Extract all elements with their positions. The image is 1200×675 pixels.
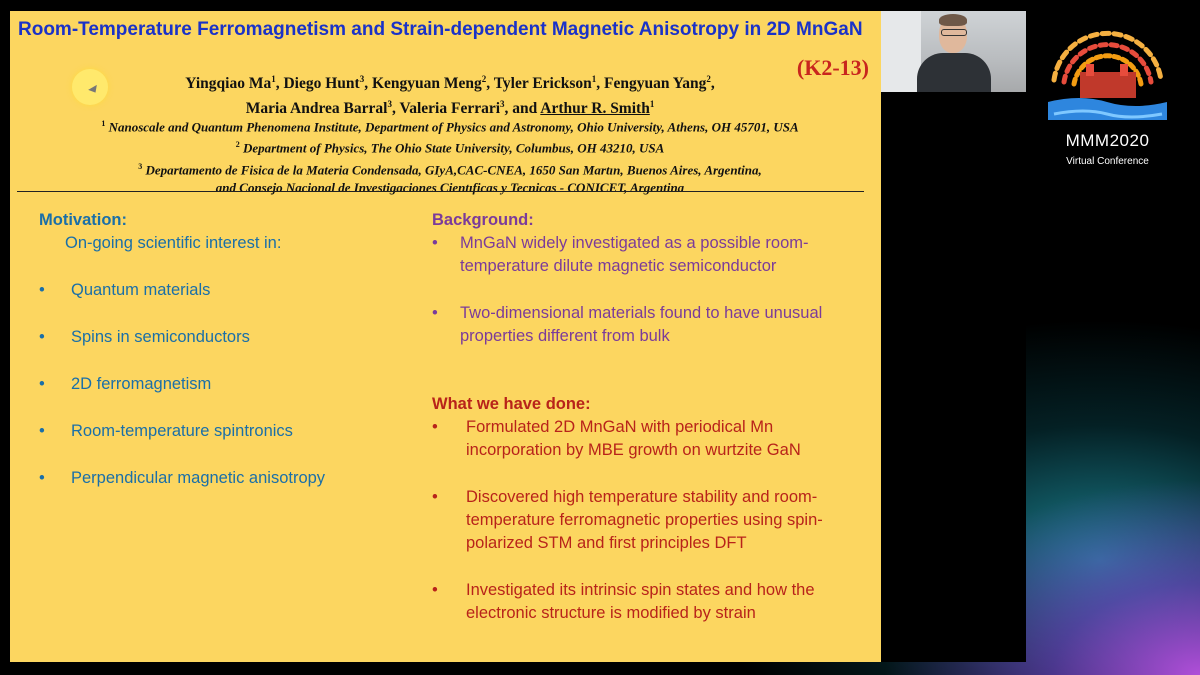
affiliation: $^2$ Department of Physics, The Ohio State University, Columbus, OH 43210, USA	[235, 140, 665, 156]
list-item: • Quantum materials	[39, 279, 419, 302]
authors-line-1: Yingqiao Ma$^1$, Diego Hunt$^3$, Kengyuan Meng$^2$, Tyler Erickson$^1$, Fengyuan Yang$^2$,	[185, 74, 715, 93]
author: Kengyuan Meng$^2$	[371, 74, 487, 93]
bullet-icon: •	[39, 422, 45, 440]
bullet-icon: •	[432, 488, 438, 506]
bullet-icon: •	[432, 304, 438, 322]
background-list	[432, 232, 872, 348]
author-presenter: Arthur R. Smith$^1$	[540, 99, 655, 118]
authors-line-2: Maria Andrea Barral$^3$, Valeria Ferrari$^3$, and Arthur R. Smith$^1$	[245, 99, 655, 118]
bullet-icon: •	[39, 281, 45, 299]
conference-subtitle: Virtual Conference	[1066, 156, 1149, 167]
presentation-slide	[10, 11, 881, 662]
author-list	[10, 69, 881, 119]
bullet-icon: •	[39, 469, 45, 487]
bullet-icon: •	[432, 418, 438, 436]
motivation-heading: Motivation:	[39, 211, 127, 229]
slide-title: Room-Temperature Ferromagnetism and Strain-dependent Magnetic Anisotropy in 2D MnGaN	[18, 19, 863, 40]
author: Yingqiao Ma$^1$	[185, 74, 276, 93]
bullet-icon: •	[39, 328, 45, 346]
list-item: • Two-dimensional materials found to have unusual properties different from bulk	[432, 304, 823, 345]
list-item: • 2D ferromagnetism	[39, 373, 419, 396]
bullet-icon: •	[432, 234, 438, 252]
and-word: and	[512, 100, 538, 118]
author: Valeria Ferrari$^3$	[399, 99, 505, 118]
presenter-hair	[939, 14, 967, 26]
list-item: • Investigated its intrinsic spin states and how the electronic structure is modified by strain	[432, 581, 815, 622]
motivation-intro: On-going scientific interest in:	[65, 234, 282, 252]
webcam-wall	[881, 11, 921, 92]
abstract-code: (K2-13)	[796, 55, 869, 80]
author: Tyler Erickson$^1$	[493, 74, 597, 93]
author: Maria Andrea Barral$^3$	[245, 99, 392, 118]
affiliation: $^1$ Nanoscale and Quantum Phenomena Institute, Department of Physics and Astronomy, Ohio University, Athens, OH 45701, USA	[101, 119, 799, 135]
list-item: • Room-temperature spintronics	[39, 420, 419, 443]
author: Fengyuan Yang$^2$	[604, 74, 711, 93]
presenter-body	[917, 53, 991, 92]
bullet-icon: •	[432, 581, 438, 599]
presenter-glasses	[941, 29, 967, 36]
header-divider	[17, 191, 864, 192]
webcam-sidebar	[881, 92, 1026, 662]
list-item: • Discovered high temperature stability and room-temperature ferromagnetic properties using spin-polarized STM and first principles DFT	[432, 488, 823, 552]
affiliation: $^3$ Departamento de Fisica de la Materia Condensada, GIyA,CAC-CNEA, 1650 San Martın, Buenos Aires, Argentina,	[138, 161, 762, 177]
bullet-icon: •	[39, 375, 45, 393]
background-section	[432, 209, 872, 372]
done-heading: What we have done:	[432, 395, 591, 413]
presenter-webcam	[881, 11, 1026, 92]
done-list	[432, 416, 872, 625]
list-item: • Spins in semiconductors	[39, 326, 419, 349]
motivation-list	[39, 279, 419, 490]
affiliation: and Consejo Nacional de Investigaciones Cientıficas y Tecnicas - CONICET, Argentina	[215, 179, 685, 195]
done-section	[432, 393, 872, 649]
motivation-section	[39, 209, 419, 490]
background-heading: Background:	[432, 211, 534, 229]
conference-name: MMM2020	[1065, 131, 1150, 150]
list-item: • Formulated 2D MnGaN with periodical Mn incorporation by MBE growth on wurtzite GaN	[432, 418, 801, 459]
list-item: • Perpendicular magnetic anisotropy	[39, 467, 419, 490]
author: Diego Hunt$^3$	[283, 74, 365, 93]
affiliation-list	[10, 115, 881, 197]
list-item: • MnGaN widely investigated as a possible room-temperature dilute magnetic semiconductor	[432, 234, 809, 275]
